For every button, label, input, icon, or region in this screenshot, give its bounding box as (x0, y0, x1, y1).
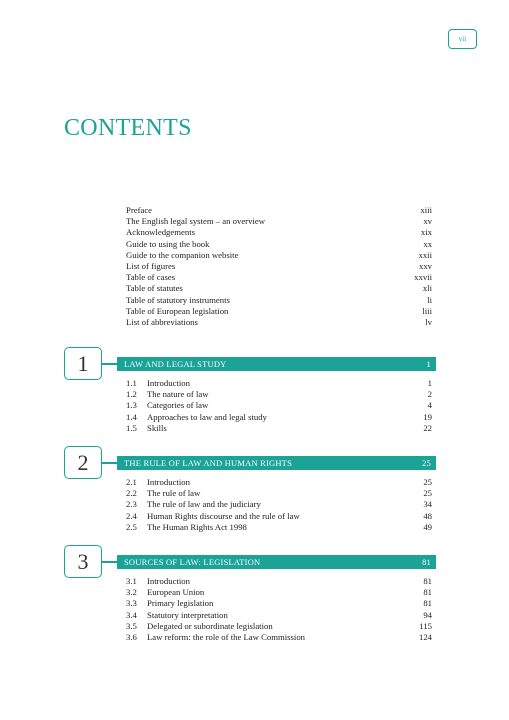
chapter-number-box: 2 (64, 446, 102, 479)
section-row[interactable] (126, 400, 432, 411)
entry-label: List of abbreviations (126, 316, 198, 327)
section-label: Approaches to law and legal study (147, 411, 267, 422)
section-page: 2 (427, 389, 432, 400)
entry-label: Table of statutes (126, 283, 183, 294)
section-row[interactable] (126, 598, 432, 609)
entry-label: Table of European legislation (126, 305, 229, 316)
section-number: 3.4 (126, 609, 137, 620)
section-row[interactable] (126, 621, 432, 632)
section-number: 3.1 (126, 576, 137, 586)
section-number: 1.3 (126, 400, 137, 411)
section-label: Delegated or subordinate legislation (147, 620, 273, 631)
entry-page: xx (423, 238, 432, 249)
section-row[interactable] (126, 423, 432, 434)
section-number: 1.4 (126, 411, 137, 422)
section-page: 81 (423, 598, 432, 609)
entry-label: Guide to the companion website (126, 249, 239, 260)
section-page: 22 (423, 422, 432, 433)
section-label: Statutory interpretation (147, 609, 228, 620)
section-label: Introduction (147, 378, 190, 388)
section-row[interactable] (126, 378, 432, 389)
entry-label: Acknowledgements (126, 227, 195, 238)
front-matter-row[interactable] (126, 295, 432, 306)
section-row[interactable] (126, 522, 432, 533)
entry-page: xxv (418, 260, 432, 271)
section-number: 3.5 (126, 620, 137, 631)
chapter-heading-bar[interactable] (117, 555, 436, 569)
section-row[interactable] (126, 632, 432, 643)
section-label: European Union (147, 587, 205, 598)
front-matter-row[interactable] (126, 283, 432, 294)
chapter-page: 81 (422, 557, 431, 567)
front-matter-row[interactable] (126, 227, 432, 238)
section-row[interactable] (126, 412, 432, 423)
section-page: 81 (423, 576, 432, 586)
entry-label: Preface (126, 205, 153, 215)
front-matter-list (126, 205, 432, 328)
section-number: 2.2 (126, 488, 137, 499)
entry-label: List of figures (126, 260, 176, 271)
section-number: 2.1 (126, 477, 137, 487)
front-matter-row[interactable] (126, 261, 432, 272)
section-page: 34 (423, 499, 432, 510)
section-label: Skills (147, 422, 167, 433)
entry-page: xix (420, 227, 432, 238)
section-label: Primary legislation (147, 598, 214, 609)
section-row[interactable] (126, 511, 432, 522)
section-row[interactable] (126, 499, 432, 510)
entry-page: xv (423, 216, 432, 227)
chapter-page: 1 (426, 359, 431, 369)
section-row[interactable] (126, 477, 432, 488)
section-number: 1.5 (126, 422, 137, 433)
section-number: 2.4 (126, 510, 137, 521)
section-page: 115 (419, 620, 432, 631)
section-label: Introduction (147, 477, 190, 487)
chapter-title: THE RULE OF LAW AND HUMAN RIGHTS (124, 458, 293, 468)
section-label: The rule of law (147, 488, 201, 499)
section-number: 1.2 (126, 389, 137, 400)
front-matter-row[interactable] (126, 272, 432, 283)
chapter-number-box: 1 (64, 347, 102, 380)
entry-page: xli (422, 283, 432, 294)
entry-page: liii (422, 305, 432, 316)
section-number: 3.6 (126, 631, 137, 642)
section-page: 25 (423, 477, 432, 487)
entry-label: The English legal system – an overview (126, 216, 265, 227)
section-row[interactable] (126, 587, 432, 598)
section-page: 4 (427, 400, 432, 411)
chapter-heading-bar[interactable] (117, 456, 436, 470)
entry-label: Table of cases (126, 272, 176, 283)
entry-page: xiii (420, 205, 432, 215)
front-matter-row[interactable] (126, 216, 432, 227)
section-label: Human Rights discourse and the rule of law (147, 510, 300, 521)
front-matter-row[interactable] (126, 250, 432, 261)
page-title: CONTENTS (64, 115, 192, 141)
entry-page: xxii (418, 249, 432, 260)
section-label: Law reform: the role of the Law Commission (147, 631, 306, 642)
entry-label: Guide to using the book (126, 238, 210, 249)
section-number: 3.3 (126, 598, 137, 609)
section-row[interactable] (126, 610, 432, 621)
section-number: 2.3 (126, 499, 137, 510)
chapter-sections (126, 576, 432, 643)
front-matter-row[interactable] (126, 306, 432, 317)
chapter-title: SOURCES OF LAW: LEGISLATION (124, 557, 261, 567)
entry-label: Table of statutory instruments (126, 294, 230, 305)
chapter-title: LAW AND LEGAL STUDY (124, 359, 227, 369)
section-page: 19 (423, 411, 432, 422)
section-label: The nature of law (147, 389, 209, 400)
section-row[interactable] (126, 576, 432, 587)
section-label: Categories of law (147, 400, 209, 411)
chapter-sections (126, 378, 432, 434)
section-page: 81 (423, 587, 432, 598)
front-matter-row[interactable] (126, 205, 432, 216)
entry-page: xxvii (414, 272, 432, 283)
section-label: The rule of law and the judiciary (147, 499, 261, 510)
section-row[interactable] (126, 389, 432, 400)
section-page: 94 (423, 609, 432, 620)
entry-page: li (427, 294, 432, 305)
front-matter-row[interactable] (126, 239, 432, 250)
section-label: Introduction (147, 576, 190, 586)
section-page: 48 (423, 510, 432, 521)
front-matter-row[interactable] (126, 317, 432, 328)
page-number-badge: vii (448, 29, 477, 49)
section-number: 2.5 (126, 521, 137, 532)
entry-page: lv (425, 316, 432, 327)
section-page: 124 (418, 631, 432, 642)
section-page: 25 (423, 488, 432, 499)
section-number: 1.1 (126, 378, 137, 388)
chapter-number-box: 3 (64, 545, 102, 578)
chapter-sections (126, 477, 432, 533)
section-page: 49 (423, 521, 432, 532)
section-page: 1 (427, 378, 432, 388)
section-row[interactable] (126, 488, 432, 499)
section-number: 3.2 (126, 587, 137, 598)
chapter-page: 25 (422, 458, 431, 468)
section-label: The Human Rights Act 1998 (147, 521, 247, 532)
chapter-heading-bar[interactable] (117, 357, 436, 371)
